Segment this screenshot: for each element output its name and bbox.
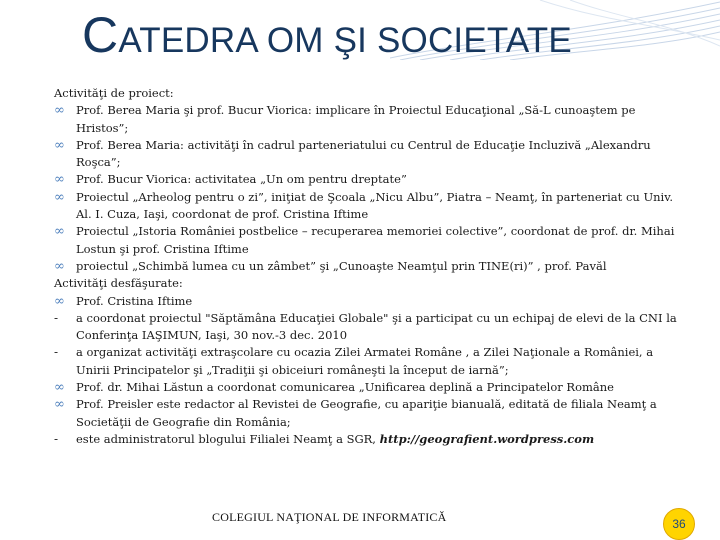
swirl-bullet-icon: ∞ (54, 293, 65, 309)
list-item-text: Prof. Cristina Iftime (76, 293, 193, 308)
list-item-text: Prof. Berea Maria: activităţi în cadrul parteneriatului cu Centrul de Educaţie Incluzivă „Alexandru Roşca”; (76, 137, 651, 170)
swirl-bullet-icon: ∞ (54, 189, 65, 205)
page-title (82, 6, 572, 64)
list-item (54, 396, 684, 431)
swirl-bullet-icon: ∞ (54, 137, 65, 153)
list-item-text: a coordonat proiectul "Săptămâna Educaţiei Globale" şi a participat cu un echipaj de elevi de la CNI la Conferinţa IAŞIMUN, Iaşi, 30 nov.-3 dec. 2010 (76, 310, 677, 343)
list-item (54, 310, 684, 345)
list-item-text: este administratorul blogului Filialei Neamţ a SGR, http://geografient.wordpress.com (76, 431, 595, 446)
list-item (54, 171, 684, 188)
list-item (54, 189, 684, 224)
list-item-text: Activităţi de proiect: (54, 86, 174, 100)
swirl-bullet-icon: ∞ (54, 380, 65, 396)
swirl-bullet-icon: ∞ (54, 172, 65, 188)
swirl-bullet-icon: ∞ (54, 103, 65, 119)
list-item-text: a organizat activităţi extraşcolare cu ocazia Zilei Armatei Române , a Zilei Naţionale a României, a Unirii Principatelor şi „Tradiţii şi obiceiuri româneşti la început de iarnă”; (76, 345, 654, 377)
slide-content (54, 85, 684, 448)
title-rest: ATEDRA OM ŞI SOCIETATE (118, 21, 572, 60)
list-item (54, 344, 684, 379)
blog-url-text: http://geografient.wordpress.com (379, 431, 595, 446)
list-item-text: Proiectul „Istoria României postbelice – recuperarea memoriei colective”, coordonat de prof. dr. Mihai Lostun şi prof. Cristina Iftime (76, 224, 675, 256)
title-initial: C (82, 7, 119, 63)
list-item-text: proiectul „Schimbă lumea cu un zâmbet” şi „Cunoaşte Neamţul prin TINE(ri)” , prof. Pavăl (76, 258, 607, 273)
dash-bullet-icon: - (54, 310, 59, 325)
list-item (54, 223, 684, 258)
list-item (54, 293, 684, 310)
list-item-text: Activităţi desfăşurate: (54, 276, 183, 291)
dash-bullet-icon: - (54, 345, 59, 360)
swirl-bullet-icon: ∞ (54, 224, 65, 240)
list-item-text: Proiectul „Arheolog pentru o zi”, iniţiat de Şcoala „Nicu Albu”, Piatra – Neamţ, în parteneriat cu Univ. Al. I. Cuza, Iaşi, coordonat de prof. Cristina Iftime (76, 189, 674, 222)
swirl-bullet-icon: ∞ (54, 258, 65, 274)
swirl-bullet-icon: ∞ (54, 397, 65, 413)
section-heading (54, 85, 684, 102)
dash-bullet-icon: - (54, 431, 59, 446)
section-heading (54, 275, 684, 292)
list-item-text: Prof. Bucur Viorica: activitatea „Un om pentru dreptate” (76, 172, 407, 187)
list-item (54, 102, 684, 137)
list-item (54, 258, 684, 275)
list-item-text: Prof. Berea Maria şi prof. Bucur Viorica: implicare în Proiectul Educaţional „Să-L cunoaştem pe Hristos”; (76, 103, 636, 135)
page-number-badge: 36 (663, 508, 695, 540)
list-item (54, 379, 684, 396)
list-item-text: Prof. Preisler este redactor al Revistei de Geografie, cu apariţie bianuală, editată de filiala Neamţ a Societăţii de Geografie din România; (76, 397, 657, 429)
list-item (54, 137, 684, 172)
list-item-text: Prof. dr. Mihai Lăstun a coordonat comunicarea „Unificarea deplină a Principatelor Române (76, 380, 614, 395)
list-item (54, 431, 684, 448)
footer-text: COLEGIUL NAŢIONAL DE INFORMATICĂ (212, 510, 447, 524)
